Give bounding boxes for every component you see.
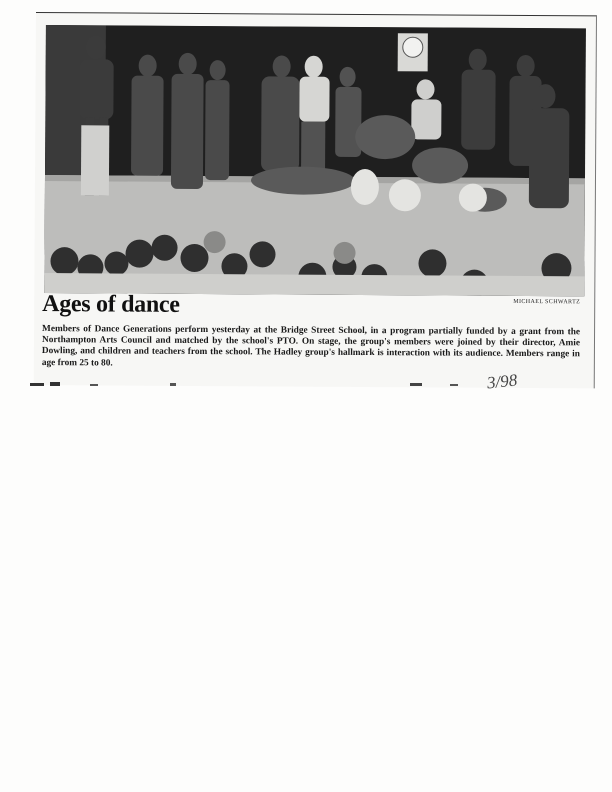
photo-credit: MICHAEL SCHWARTZ <box>513 298 581 306</box>
photo-caption: Members of Dance Generations perform yesterday at the Bridge Street School, in a program partially funded by a grant from the Northampton Arts Council and matched by the school's PTO. On stage, the group's members were joined by their director, Amie Dowling, and children and teachers from the school. The Hadley group's hallmark is interaction with its audience. Members range in age from 25 to 80. <box>41 324 581 369</box>
newspaper-clipping <box>34 12 597 388</box>
torn-edge-text-remnant <box>30 382 500 387</box>
dance-photo-graphic <box>44 25 586 296</box>
handwritten-date: 3/98 <box>486 370 519 393</box>
dance-photo <box>44 25 586 296</box>
headline: Ages of dance <box>42 291 180 318</box>
